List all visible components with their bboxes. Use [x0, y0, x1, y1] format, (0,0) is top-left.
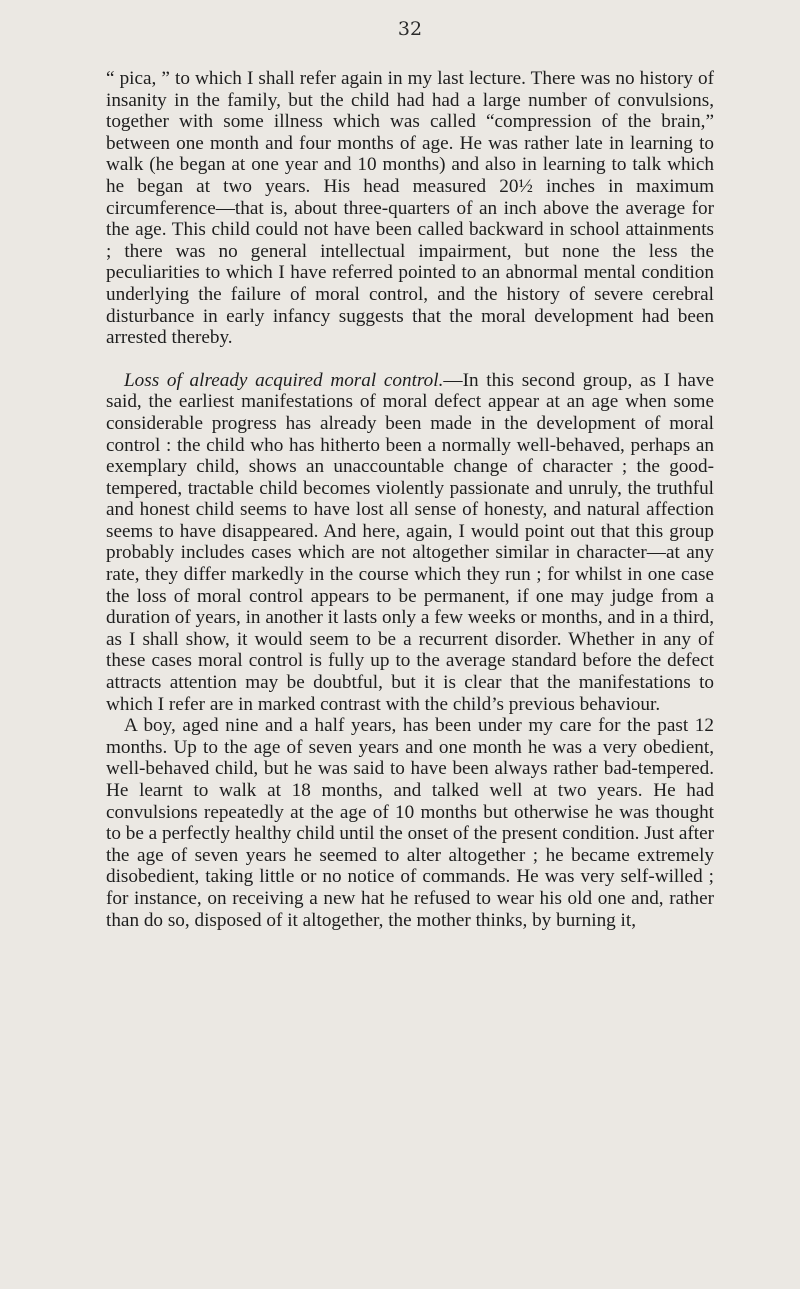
body-text	[106, 68, 714, 931]
paragraph-2	[106, 370, 714, 716]
paragraph-3: A boy, aged nine and a half years, has been under my care for the past 12 months. Up to the age of seven years and one month he was a very obedient, well-behaved child, but he was said to have been always rather bad-tempered. He learnt to walk at 18 months, and talked well at two years. He had convulsions repeatedly at the age of 10 months but otherwise he was thought to be a perfectly healthy child until the onset of the present condition. Just after the age of seven years he seemed to alter altogether ; he became extremely disobedient, taking little or no notice of commands. He was very self-willed ; for instance, on receiving a new hat he refused to wear his old one and, rather than do so, disposed of it altogether, the mother thinks, by burning it,	[106, 715, 714, 931]
paragraph-1: “ pica, ” to which I shall refer again in my last lecture. There was no history of insanity in the family, but the child had had a large number of convulsions, together with some illness which was called “compression of the brain,” between one month and four months of age. He was rather late in learning to walk (he began at one year and 10 months) and also in learning to talk which he began at two years. His head measured 20½ inches in maximum circumference—that is, about three-quarters of an inch above the average for the age. This child could not have been called backward in school attainments ; there was no general intellectual impairment, but none the less the peculiarities to which I have referred pointed to an abnormal mental condition underlying the failure of moral control, and the history of severe cerebral disturbance in early infancy suggests that the moral development had been arrested thereby.	[106, 68, 714, 349]
section-heading: Loss of already acquired moral control.	[124, 369, 444, 391]
page-number: 32	[397, 18, 423, 40]
paragraph-2-text: —In this second group, as I have said, the earliest manifestations of moral defect appear at an age when some considerable progress has already been made in the development of moral control : the child who has hitherto been a normally well-behaved, perhaps an exemplary child, shows an unaccountable change of character ; the good-tempered, tractable child becomes violently passionate and unruly, the truthful and honest child seems to have lost all sense of honesty, and natural affection seems to have disappeared. And here, again, I would point out that this group probably includes cases which are not altogether similar in character—at any rate, they differ markedly in the course which they run ; for whilst in one case the loss of moral control appears to be permanent, if one may judge from a duration of years, in another it lasts only a few weeks or months, and in a third, as I shall show, it would seem to be a recurrent disorder. Whether in any of these cases moral control is fully up to the average standard before the defect attracts attention may be doubtful, but it is clear that the manifestations to which I refer are in marked contrast with the child’s previous behaviour.	[106, 369, 714, 715]
